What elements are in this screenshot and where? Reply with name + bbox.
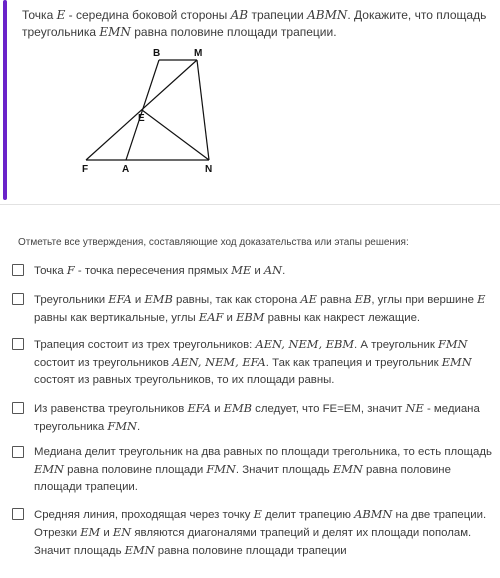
math-term: E (253, 507, 262, 521)
option-text-fragment: равны как накрест лежащие. (264, 312, 421, 324)
math-term: EAF (198, 310, 224, 324)
option-text-fragment: - медиана (423, 403, 480, 415)
math-term: EMN (332, 462, 363, 476)
option-text-fragment: . (136, 421, 141, 433)
option-text-fragment: равна половине площади трапеции (154, 545, 347, 557)
segment-FM (86, 60, 197, 160)
math-term: EBM (236, 310, 265, 324)
option-text-fragment: Значит площадь (34, 545, 125, 557)
option-text-fragment: следует, что (252, 403, 323, 415)
option-text-fragment: равна половине (362, 464, 451, 476)
option-text-fragment: и (100, 527, 113, 539)
option-text-fragment: и (251, 265, 264, 277)
math-term: ABMN (354, 507, 393, 521)
option-text-fragment: Треугольники (34, 294, 109, 306)
option-text-fragment: и (131, 294, 145, 306)
option-text-fragment: и (223, 312, 237, 324)
option-text (34, 336, 494, 389)
checkbox[interactable] (12, 402, 24, 414)
checkbox[interactable] (12, 293, 24, 305)
option-text (34, 400, 494, 436)
label-B: B (153, 48, 161, 59)
label-E: E (138, 113, 145, 124)
option-text-fragment: . Значит площадь (235, 464, 333, 476)
option-text-fragment: . Так как трапеция и треугольник (265, 357, 442, 369)
option-text-fragment: Трапеция состоит из трех треугольников: (34, 339, 256, 351)
option-text-fragment: состоит из треугольников (34, 357, 173, 369)
checkbox[interactable] (12, 264, 24, 276)
option-text-fragment: равна половине площади (63, 464, 207, 476)
checkbox[interactable] (12, 446, 24, 458)
math-term: EMB (144, 292, 173, 306)
option-text-fragment: равны, так как сторона (172, 294, 301, 306)
option-text-fragment: Из равенства треугольников (34, 403, 188, 415)
segment-EN (142, 110, 209, 160)
option-text-fragment: и (210, 403, 224, 415)
option-text (34, 506, 494, 560)
math-term: EFA (187, 401, 211, 415)
option-text-fragment: FE=EM (322, 403, 361, 415)
trapezoid-figure (0, 0, 500, 204)
math-term: EMN (34, 462, 64, 476)
math-term: FMN (437, 337, 468, 351)
math-term: ME (231, 263, 252, 277)
math-term: EMB (223, 401, 252, 415)
math-term: EFA (108, 292, 132, 306)
math-term: EMN (124, 543, 155, 557)
math-term: AE (300, 292, 317, 306)
math-term: AN (263, 263, 283, 277)
option-text-fragment: равна (316, 294, 355, 306)
math-term: FMN (206, 462, 236, 476)
math-term: NE (405, 401, 424, 415)
option-text-fragment: треугольника (34, 421, 108, 433)
option-text (34, 291, 494, 327)
option-text-fragment: . А треугольник (354, 339, 438, 351)
option-text (34, 262, 494, 280)
option-text-fragment: состоят из равных треугольников, то их площади равны. (34, 374, 335, 386)
label-N: N (205, 164, 213, 175)
option-text-fragment: . (282, 265, 286, 277)
option-text-fragment: на две трапеции. (392, 509, 487, 521)
label-A: A (122, 164, 130, 175)
question-card (0, 0, 500, 205)
option-text-fragment: Отрезки (34, 527, 81, 539)
math-term: AEN, NEM, EFA (172, 355, 266, 369)
checkbox[interactable] (12, 338, 24, 350)
option-text-fragment: Точка (34, 265, 67, 277)
math-term: EMN (441, 355, 472, 369)
problem-statement: Точка E - середина боковой стороны AB трапеции ABMN. Докажите, что площадь треугольника EMN равна половине площади трапеции. (22, 8, 487, 39)
math-term: FMN (107, 419, 137, 433)
math-term: EN (112, 525, 132, 539)
math-term: EB (354, 292, 372, 306)
math-term: F (66, 263, 75, 277)
label-F: F (82, 164, 89, 175)
segment-MN (197, 60, 209, 160)
option-text-fragment: площади трапеции. (34, 481, 138, 493)
instruction-text: Отметьте все утверждения, составляющие ход доказательства или этапы решения: (18, 237, 409, 248)
option-text-fragment: - точка пересечения прямых (74, 265, 232, 277)
option-text-fragment: Медиана делит треугольник на два равных по площади трегольника, то есть площадь (34, 446, 492, 458)
checkbox[interactable] (12, 508, 24, 520)
option-text-fragment: равны как вертикальные, углы (34, 312, 199, 324)
label-M: M (194, 48, 203, 59)
option-text-fragment: , углы при вершине (371, 294, 478, 306)
option-text (34, 444, 494, 496)
math-term: E (477, 292, 486, 306)
option-text-fragment: , значит (360, 403, 406, 415)
math-term: EM (80, 525, 101, 539)
option-text-fragment: являются диагоналями трапеций и делят их площади пополам. (131, 527, 472, 539)
option-text-fragment: делит трапецию (261, 509, 355, 521)
math-term: AEN, NEM, EBM (255, 337, 355, 351)
option-text-fragment: Средняя линия, проходящая через точку (34, 509, 254, 521)
